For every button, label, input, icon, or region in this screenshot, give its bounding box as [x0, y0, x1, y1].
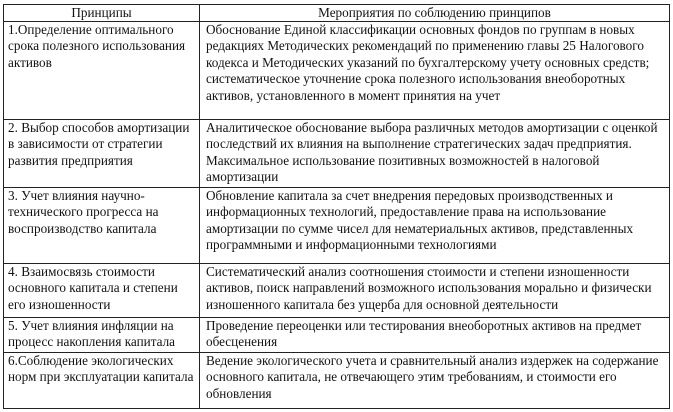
- measure-cell: Проведение переоценки или тестирования внеоборотных активов на предмет обесценения: [200, 318, 670, 353]
- header-principles: Принципы: [4, 5, 200, 22]
- measure-cell: Обновление капитала за счет внедрения передовых производственных и информационных технологий, предоставление права на использование амортизации по сумме чисел для нематериальных активов, представленных программными и информационными технологиями: [200, 188, 670, 264]
- table-row: [4, 353, 670, 409]
- header-measures: Мероприятия по соблюдению принципов: [200, 5, 670, 22]
- measure-cell: Систематический анализ соотношения стоимости и степени изношенности активов, поиск направлений возможного использования морально и физически изношенного капитала без ущерба для основной деятельности: [200, 264, 670, 318]
- principle-cell: 4. Взаимосвязь стоимости основного капитала и степени его изношенности: [4, 264, 200, 318]
- principle-cell: 5. Учет влияния инфляции на процесс накопления капитала: [4, 318, 200, 353]
- table-row: [4, 188, 670, 264]
- principle-cell: 3. Учет влияния научно-технического прогресса на воспроизводство капитала: [4, 188, 200, 264]
- measure-cell: Обоснование Единой классификации основных фондов по группам в новых редакциях Методических рекомендаций по применению главы 25 Налогового кодекса и Методических указаний по бухгалтерскому учету основных средств; систематическое уточнение срока полезного использования внеоборотных активов, установленного в момент принятия на учет: [200, 22, 670, 120]
- table-header-row: [4, 5, 670, 22]
- principle-cell: 6.Соблюдение экологических норм при эксплуатации капитала: [4, 353, 200, 409]
- table-row: [4, 120, 670, 188]
- measure-cell: Аналитическое обоснование выбора различных методов амортизации с оценкой последствий их влияния на выполнение стратегических задач предприятия. Максимальное использование позитивных возможностей в налоговой амортизации: [200, 120, 670, 188]
- measure-cell: Ведение экологического учета и сравнительный анализ издержек на содержание основного капитала, не отвечающего этим требованиям, и стоимости его обновления: [200, 353, 670, 409]
- principles-table: [3, 4, 670, 409]
- principle-cell: 2. Выбор способов амортизации в зависимости от стратегии развития предприятия: [4, 120, 200, 188]
- principle-cell: 1.Определение оптимального срока полезного использования активов: [4, 22, 200, 120]
- table-row: [4, 22, 670, 120]
- table-row: [4, 264, 670, 318]
- table-row: [4, 318, 670, 353]
